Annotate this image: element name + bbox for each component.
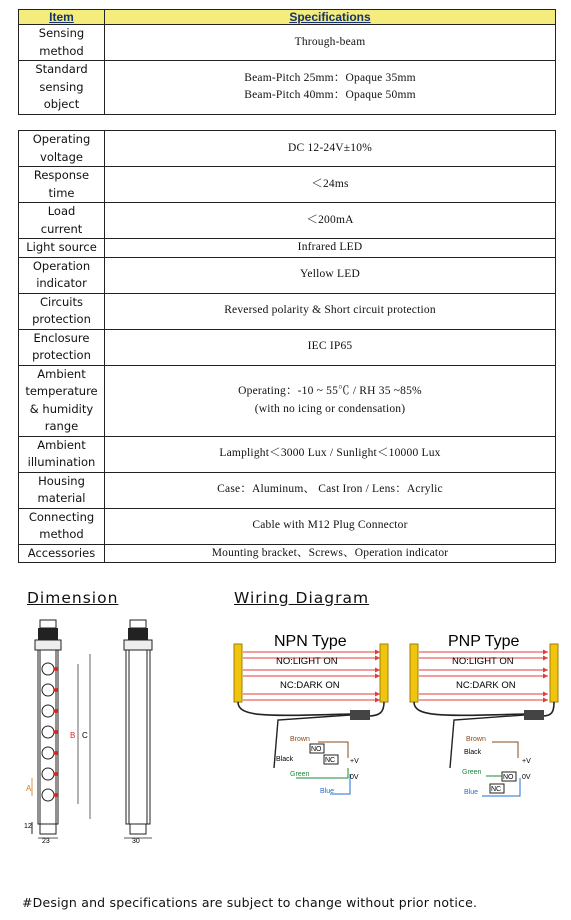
spec-item-line: range xyxy=(44,419,79,433)
pnp-black: Black xyxy=(464,749,482,756)
lens-marker xyxy=(54,688,58,692)
lens-window xyxy=(42,726,54,738)
npn-blue: Blue xyxy=(320,788,335,795)
lens-window xyxy=(42,747,54,759)
spec-item-label xyxy=(19,544,105,563)
pnp-no-label: NO:LIGHT ON xyxy=(452,656,514,667)
beam-arrow xyxy=(543,656,548,661)
spec-item-line: current xyxy=(40,221,83,236)
npn-plug xyxy=(350,710,370,720)
spec-value-line: Mounting bracket、Screws、Operation indicator xyxy=(211,546,449,559)
spec-item-line: voltage xyxy=(40,149,83,164)
spec-value-line: DC 12-24V±10% xyxy=(288,141,372,154)
spec-value-line: Through-beam xyxy=(294,35,366,48)
npn-nc-box: NC xyxy=(325,757,336,764)
table-row xyxy=(19,257,556,293)
spec-value-line: Lamplight＜3000 Lux / Sunlight＜10000 Lux xyxy=(219,447,441,460)
beam-arrow xyxy=(543,692,548,697)
table-row xyxy=(19,472,556,508)
spec-value xyxy=(105,544,556,563)
spec-item-line: method xyxy=(39,43,84,58)
npn-brown: Brown xyxy=(290,736,310,743)
beam-arrow xyxy=(375,650,380,655)
spec-item-line: Connecting xyxy=(28,509,95,524)
spec-item-line: Operation xyxy=(32,258,91,273)
table-row xyxy=(19,61,556,115)
spec-item-line: Sensing xyxy=(38,26,85,40)
npn-emitter xyxy=(234,644,242,702)
spec-item-line: Ambient xyxy=(37,437,86,452)
pnp-nc-label: NC:DARK ON xyxy=(456,680,516,691)
dim-label-a: A xyxy=(26,784,32,793)
pnp-green: Green xyxy=(462,769,482,776)
lens-window xyxy=(42,684,54,696)
dimension-title: Dimension xyxy=(27,589,119,607)
side-body xyxy=(126,650,150,824)
beam-arrow xyxy=(375,656,380,661)
npn-no-box: NO xyxy=(311,746,322,753)
spec-value xyxy=(105,239,556,258)
table-row xyxy=(19,167,556,203)
lens-marker xyxy=(54,772,58,776)
spec-item-label xyxy=(19,167,105,203)
lens-marker xyxy=(54,751,58,755)
side-view xyxy=(124,620,152,845)
spec-value xyxy=(105,472,556,508)
spec-item-line: method xyxy=(39,527,84,541)
beam-arrow xyxy=(543,650,548,655)
spec-item-line: Load xyxy=(47,204,76,218)
header-spec: Specifications xyxy=(105,10,556,25)
dim-label-30: 30 xyxy=(132,838,140,845)
dim-label-12: 12 xyxy=(24,823,32,830)
spec-value-line: Beam-Pitch 40mm：Opaque 50mm xyxy=(244,89,416,102)
beam-arrow xyxy=(375,674,380,679)
spec-value-line: ＜24ms xyxy=(311,177,349,190)
dim-label-c: C xyxy=(82,731,88,740)
table-row xyxy=(19,25,556,61)
npn-nc-label: NC:DARK ON xyxy=(280,680,340,691)
front-connector xyxy=(40,824,56,834)
spec-item-line: Operating xyxy=(32,132,91,146)
beam-arrow xyxy=(543,698,548,703)
spec-item-line: Response xyxy=(33,168,90,182)
npn-black: Black xyxy=(276,756,294,763)
spec-item-line: sensing xyxy=(39,79,84,94)
spec-item-label xyxy=(19,436,105,472)
spec-item-line: & humidity xyxy=(29,401,94,416)
dim-label-23: 23 xyxy=(42,838,50,845)
spec-item-label xyxy=(19,329,105,365)
spec-table-electrical xyxy=(18,130,556,563)
pnp-no-box: NO xyxy=(503,774,514,781)
npn-green: Green xyxy=(290,771,310,778)
spec-value-line: Yellow LED xyxy=(300,268,360,281)
spec-value xyxy=(105,25,556,61)
spec-item-label xyxy=(19,472,105,508)
table-row xyxy=(19,365,556,436)
spec-value-line: IEC IP65 xyxy=(307,340,353,353)
lens-marker xyxy=(54,709,58,713)
npn-no-label: NO:LIGHT ON xyxy=(276,656,338,667)
spec-table-basic xyxy=(18,9,556,115)
spec-item-label xyxy=(19,293,105,329)
spec-value xyxy=(105,203,556,239)
npn-vplus: +V xyxy=(350,758,359,765)
wiring-npn xyxy=(230,628,398,803)
front-view xyxy=(24,620,90,845)
spec-item-line: Ambient xyxy=(37,366,86,381)
beam-arrow xyxy=(543,674,548,679)
spec-item-line: material xyxy=(37,491,86,505)
spec-value-line: Infrared LED xyxy=(297,241,363,253)
spec-item-line: Standard xyxy=(35,62,88,76)
beam-arrow xyxy=(375,692,380,697)
pnp-brown: Brown xyxy=(466,736,486,743)
spec-item-label xyxy=(19,239,105,258)
table-header-row xyxy=(19,10,556,25)
spec-value-line: ＜200mA xyxy=(306,213,354,226)
spec-value xyxy=(105,61,556,115)
lens-window xyxy=(42,768,54,780)
npn-vzero: 0V xyxy=(350,774,359,781)
lens-window xyxy=(42,789,54,801)
spec-item-line: indicator xyxy=(36,276,87,290)
lens-window xyxy=(42,705,54,717)
beam-arrow xyxy=(543,668,548,673)
beam-arrow xyxy=(375,698,380,703)
spec-item-line: illumination xyxy=(27,455,96,469)
spec-item-label xyxy=(19,508,105,544)
pnp-nc-box: NC xyxy=(491,786,502,793)
spec-item-label xyxy=(19,365,105,436)
front-head xyxy=(35,640,61,650)
table-row xyxy=(19,131,556,167)
side-indicator-cap xyxy=(128,628,148,640)
table-row xyxy=(19,239,556,258)
spec-value-line: (with no icing or condensation) xyxy=(254,402,406,415)
dimension-drawing xyxy=(18,614,168,846)
spec-value-line: Beam-Pitch 25mm：Opaque 35mm xyxy=(244,71,416,84)
spec-value-line: Operating：-10 ~ 55℃ / RH 35 ~85% xyxy=(238,385,422,397)
beam-arrow xyxy=(375,668,380,673)
pnp-blue: Blue xyxy=(464,789,479,796)
spec-item-label xyxy=(19,25,105,61)
lens-marker xyxy=(54,730,58,734)
pnp-vplus: +V xyxy=(522,758,531,765)
spec-item-line: temperature xyxy=(25,384,98,398)
pnp-receiver xyxy=(550,644,558,702)
spec-item-line: time xyxy=(48,185,75,200)
table-row xyxy=(19,203,556,239)
spec-item-label xyxy=(19,131,105,167)
spec-item-line: protection xyxy=(32,312,91,326)
spec-value xyxy=(105,257,556,293)
footer-note: #Design and specifications are subject to change without prior notice. xyxy=(22,895,478,910)
header-item: Item xyxy=(19,10,105,25)
spec-item-line: Enclosure xyxy=(33,330,90,345)
lens-window xyxy=(42,663,54,675)
npn-title: NPN Type xyxy=(274,633,347,650)
spec-value xyxy=(105,167,556,203)
spec-value xyxy=(105,131,556,167)
spec-item-label xyxy=(19,257,105,293)
pnp-emitter xyxy=(410,644,418,702)
spec-item-line: object xyxy=(43,97,80,111)
spec-item-line: Housing xyxy=(38,473,85,488)
pnp-plug xyxy=(524,710,544,720)
spec-item-label xyxy=(19,203,105,239)
pnp-vzero: 0V xyxy=(522,774,531,781)
spec-item-line: protection xyxy=(32,348,91,362)
npn-receiver xyxy=(380,644,388,702)
spec-value-line: Reversed polarity & Short circuit protection xyxy=(224,304,436,317)
table-row xyxy=(19,436,556,472)
spec-item-label xyxy=(19,61,105,115)
spec-item-line: Circuits xyxy=(39,294,83,309)
spec-value xyxy=(105,365,556,436)
front-cap-top xyxy=(40,620,56,628)
spec-value xyxy=(105,436,556,472)
table-row xyxy=(19,544,556,563)
wiring-diagram-title: Wiring Diagram xyxy=(234,589,370,607)
table-row xyxy=(19,329,556,365)
spec-value xyxy=(105,293,556,329)
pnp-title: PNP Type xyxy=(448,633,520,650)
spec-value-line: Case：Aluminum、 Cast Iron / Lens：Acrylic xyxy=(217,483,443,496)
lens-marker xyxy=(54,667,58,671)
spec-value xyxy=(105,508,556,544)
spec-value-line: Cable with M12 Plug Connector xyxy=(252,519,408,532)
spec-item-line: Accessories xyxy=(27,545,96,560)
wiring-pnp xyxy=(406,628,566,803)
spec-item-line: Light source xyxy=(26,240,97,254)
table-row xyxy=(19,293,556,329)
dim-label-b: B xyxy=(70,731,76,740)
spec-value xyxy=(105,329,556,365)
table-row xyxy=(19,508,556,544)
front-indicator-cap xyxy=(38,628,58,640)
lens-marker xyxy=(54,793,58,797)
